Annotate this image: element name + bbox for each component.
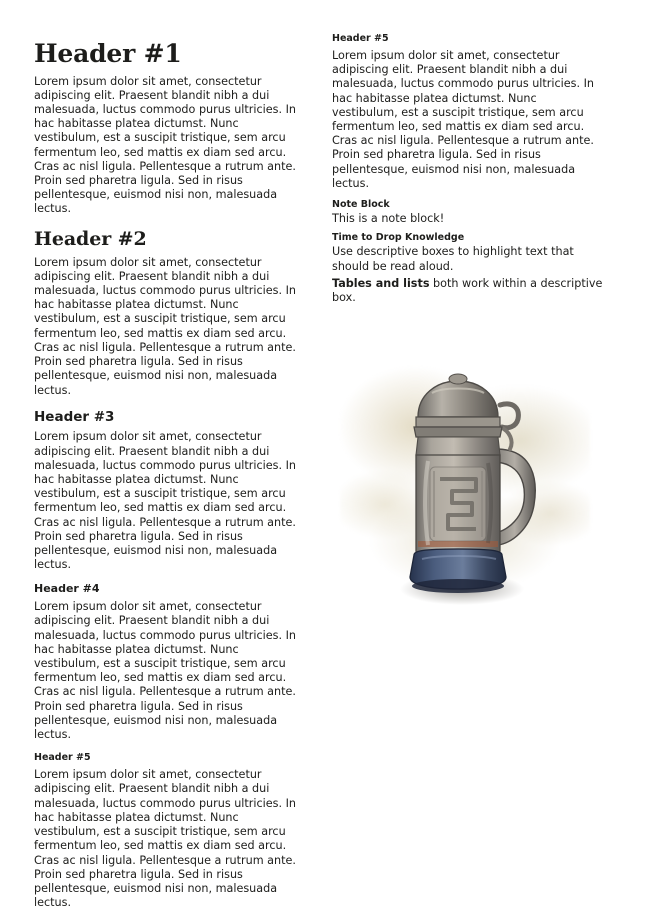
descriptive-rest: both work within a descriptive box.	[332, 276, 603, 304]
paragraph-4: Lorem ipsum dolor sit amet, consectetur adipiscing elit. Praesent blandit nibh a dui malesuada, luctus commodo purus ultricies. In hac habitasse platea dictumst. Nunc vestibulum, est a suscipit tristique, sem arcu fermentum leo, sed mattis ex diam sed arcu. Cras ac nisl ligula. Pellentesque a rutrum ante. Proin sed pharetra ligula. Sed in risus pellentesque, euismod nisi non, malesuada lectus.	[34, 600, 296, 742]
right-column	[332, 34, 604, 619]
right-heading-level-5: Header #5	[332, 33, 389, 44]
paragraph-1: Lorem ipsum dolor sit amet, consectetur adipiscing elit. Praesent blandit nibh a dui malesuada, luctus commodo purus ultricies. In hac habitasse platea dictumst. Nunc vestibulum, est a suscipit tristique, sem arcu fermentum leo, sed mattis ex diam sed arcu. Cras ac nisl ligula. Pellentesque a rutrum ante. Proin sed pharetra ligula. Sed in risus pellentesque, euismod nisi non, malesuada lectus.	[34, 74, 296, 216]
paragraph-3: Lorem ipsum dolor sit amet, consectetur adipiscing elit. Praesent blandit nibh a dui malesuada, luctus commodo purus ultricies. In hac habitasse platea dictumst. Nunc vestibulum, est a suscipit tristique, sem arcu fermentum leo, sed mattis ex diam sed arcu. Cras ac nisl ligula. Pellentesque a rutrum ante. Proin sed pharetra ligula. Sed in risus pellentesque, euismod nisi non, malesuada lectus.	[34, 430, 296, 572]
descriptive-box-tables-lists	[332, 277, 604, 305]
heading-level-1: Header #1	[34, 39, 182, 68]
section-header-5	[34, 753, 306, 910]
right-paragraph: Lorem ipsum dolor sit amet, consectetur adipiscing elit. Praesent blandit nibh a dui malesuada, luctus commodo purus ultricies. In hac habitasse platea dictumst. Nunc vestibulum, est a suscipit tristique, sem arcu fermentum leo, sed mattis ex diam sed arcu. Cras ac nisl ligula. Pellentesque a rutrum ante. Proin sed pharetra ligula. Sed in risus pellentesque, euismod nisi non, malesuada lectus.	[332, 48, 594, 190]
section-header-1	[34, 40, 306, 217]
left-column	[34, 34, 306, 914]
heading-level-4: Header #4	[34, 582, 100, 596]
note-block-text: This is a note block!	[332, 212, 445, 226]
section-header-2	[34, 229, 306, 398]
note-block	[332, 199, 604, 226]
section-header-4	[34, 583, 306, 742]
heading-level-5: Header #5	[34, 752, 91, 764]
paragraph-5: Lorem ipsum dolor sit amet, consectetur adipiscing elit. Praesent blandit nibh a dui malesuada, luctus commodo purus ultricies. In hac habitasse platea dictumst. Nunc vestibulum, est a suscipit tristique, sem arcu fermentum leo, sed mattis ex diam sed arcu. Cras ac nisl ligula. Pellentesque a rutrum ante. Proin sed pharetra ligula. Sed in risus pellentesque, euismod nisi non, malesuada lectus.	[34, 768, 296, 910]
descriptive-box-title: Time to Drop Knowledge	[332, 232, 465, 244]
descriptive-bold-lead: Tables and lists	[332, 276, 430, 290]
illustration-container	[332, 339, 604, 619]
two-column-layout	[34, 34, 618, 914]
heading-level-3: Header #3	[34, 408, 115, 425]
note-block-title: Note Block	[332, 199, 390, 211]
beer-stein-illustration	[388, 345, 548, 613]
descriptive-box	[332, 232, 604, 305]
descriptive-box-text: Use descriptive boxes to highlight text that should be read aloud.	[332, 245, 574, 273]
paragraph-2: Lorem ipsum dolor sit amet, consectetur adipiscing elit. Praesent blandit nibh a dui malesuada, luctus commodo purus ultricies. In hac habitasse platea dictumst. Nunc vestibulum, est a suscipit tristique, sem arcu fermentum leo, sed mattis ex diam sed arcu. Cras ac nisl ligula. Pellentesque a rutrum ante. Proin sed pharetra ligula. Sed in risus pellentesque, euismod nisi non, malesuada lectus.	[34, 255, 296, 397]
section-header-3	[34, 410, 306, 573]
heading-level-2: Header #2	[34, 227, 147, 250]
